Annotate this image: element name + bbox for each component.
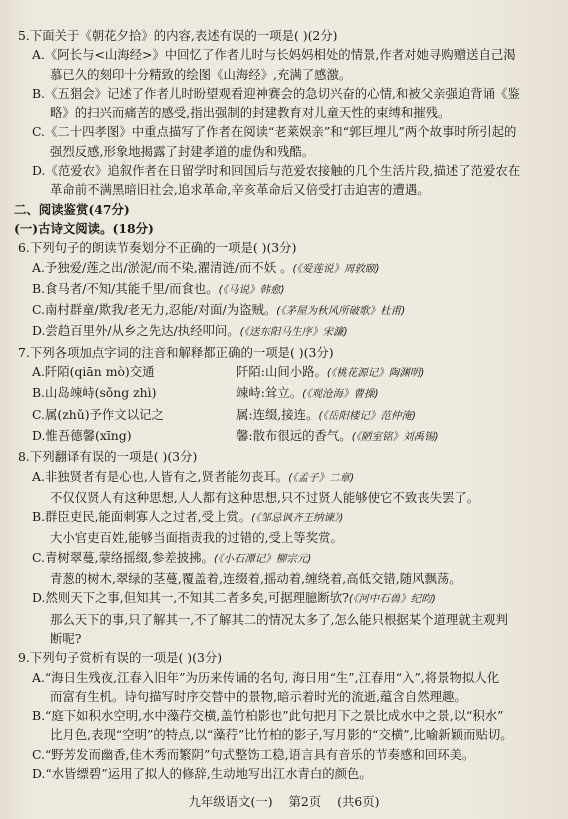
q7-option-c-word: C.属(zhǔ)予作文以记之 <box>32 406 164 422</box>
section-heading: 二、阅读鉴赏(47分) <box>14 201 130 217</box>
q5-stem: 5.下面关于《朝花夕拾》的内容,表述有误的一项是( )(2分) <box>18 28 338 43</box>
q6-option-d-text: D.尝趋百里外/从乡之先达/执经叩问。 <box>32 323 240 339</box>
q7-option-c-source: (《岳阳楼记》范仲淹) <box>318 409 416 422</box>
q5-option-d: D.《范爱农》追叙作者在日留学时和回国后与范爱农接触的几个生活片段,描述了范爱农在 <box>32 163 521 179</box>
q7-option-a-source: (《桃花源记》陶渊明) <box>326 367 425 380</box>
q7-option-c-gloss: 属:连缀,接连。 <box>236 406 319 422</box>
q8-option-a-translation: 不仅仅贤人有这种思想,人人都有这种思想,只不过贤人能够使它不致丧失罢了。 <box>50 489 480 505</box>
q6-option-b <box>14 279 558 300</box>
q5-option-a: A.《阿长与<山海经>》中回忆了作者儿时与长妈妈相处的情景,作者对她寻购赠送自己渴 <box>32 47 516 63</box>
q9-option-c: C.“野芳发而幽香,佳木秀而繁阴”句式整饬工稳,语言具有音乐的节奏感和回环美。 <box>32 746 475 762</box>
q8-option-d-translation: 那么天下的事,只了解其一,不了解其二的情况太多了,怎么能只根据某个道理就主观判 <box>50 611 508 627</box>
q7-option-c <box>14 405 558 426</box>
q8-option-c <box>14 548 558 569</box>
q7-option-d-gloss: 馨:散布很远的香气。 <box>236 427 352 443</box>
q6-option-c-text: C.南村群童/欺我/老无力,忍能/对面/为盗贼。 <box>32 302 277 318</box>
q6-option-b-source: (《马说》韩愈) <box>218 283 285 296</box>
page-footer <box>0 792 568 810</box>
q5-option-c: C.《二十四孝图》中重点描写了作者在阅读“老莱娱亲”和“郭巨埋儿”两个故事时所引起的 <box>32 124 517 140</box>
q9-option-b: B.“庭下如积水空明,水中藻荇交横,盖竹柏影也”此句把月下之景比成水中之景,以“积水” <box>32 708 504 724</box>
q7-option-b-gloss: 竦峙:耸立。 <box>236 385 303 401</box>
q7-option-d-word: D.惟吾德馨(xīng) <box>32 427 132 443</box>
q8-stem: 8.下列翻译有误的一项是( )(3分) <box>18 449 198 465</box>
exam-content <box>14 26 558 783</box>
q6-option-b-text: B.食马者/不知/其能千里/而食也。 <box>32 280 219 296</box>
q8-option-b-source: (《邹忌讽齐王纳谏》) <box>251 512 344 525</box>
q5-option-c-cont: 强烈反感,形象地揭露了封建孝道的虚伪和残酷。 <box>50 143 315 159</box>
q8-option-c-text: C.青树翠蔓,蒙络摇缀,参差披拂。 <box>32 549 214 565</box>
q6-option-a-text: A.予独爱/莲之出/淤泥/而不染,濯清涟/而不妖 。 <box>32 259 293 275</box>
q6-option-a-source: (《爱莲说》周敦颐) <box>292 262 380 275</box>
q7-option-d-source: (《陋室铭》刘禹锡) <box>351 430 439 443</box>
q5-option-b: B.《五猖会》记述了作者儿时盼望观看迎神赛会的急切兴奋的心情,和被父亲强迫背诵《鉴 <box>32 85 520 101</box>
q7-option-d <box>14 426 558 447</box>
q8-option-d-text: D.然则天下之事,但知其一,不知其二者多矣,可据理臆断欤? <box>32 590 349 606</box>
q9-option-b-cont: 比月色,表现“空明”的特点,以“藻荇”比竹柏的影子,写月影的“交横”,比喻新颖而贴切。 <box>50 727 513 743</box>
q8-option-c-translation: 青葱的树木,翠绿的茎蔓,覆盖着,连缀着,摇动着,缠绕着,高低交错,随风飘荡。 <box>50 571 462 587</box>
q6-option-a <box>14 258 558 279</box>
q6-option-c <box>14 300 558 321</box>
q6-option-d <box>14 321 558 342</box>
q5-option-a-cont: 慕已久的刻印十分精致的绘图《山海经》,充满了感激。 <box>50 66 352 82</box>
q7-option-b-source: (《观沧海》曹操) <box>302 388 379 401</box>
footer-subject: 九年级语文(一) <box>188 794 273 809</box>
q5-option-d-cont: 革命前不满黑暗旧社会,追求革命,辛亥革命后又倍受打击迫害的遭遇。 <box>50 182 430 198</box>
q7-option-a-gloss: 阡陌:山间小路。 <box>236 364 327 380</box>
footer-page-number: 第2页 <box>288 794 322 809</box>
q6-stem: 6.下列句子的朗读节奏划分不正确的一项是( )(3分) <box>18 240 297 256</box>
q7-option-a-word: A.阡陌(qiān mò)交通 <box>32 364 155 380</box>
q8-option-d-source: (《河中石兽》纪昀) <box>348 593 436 606</box>
q6-option-c-source: (《茅屋为秋风所破歌》杜甫) <box>276 305 406 318</box>
footer-total-pages: (共6页) <box>337 794 380 809</box>
q5-option-b-cont: 略》的扫兴而痛苦的感受,指出强制的封建教育对儿童天性的束缚和摧残。 <box>50 105 451 121</box>
q7-option-a <box>14 362 558 383</box>
q7-option-b-word: B.山岛竦峙(sǒng zhì) <box>32 385 157 401</box>
q9-option-a: A.“海日生残夜,江春入旧年”为历来传诵的名句, 海日用“生”,江春用“入”,将景物拟人化 <box>32 669 500 685</box>
q6-option-d-source: (《送东阳马生序》宋濂) <box>239 326 348 339</box>
q8-option-b <box>14 507 558 528</box>
q8-option-a-source: (《孟子》二章) <box>288 471 355 484</box>
q9-stem: 9.下列句子赏析有误的一项是( )(3分) <box>18 650 223 666</box>
q8-option-c-source: (《小石潭记》柳宗元) <box>213 552 312 565</box>
q8-option-b-translation: 大小官吏百姓,能够当面指责我的过错的,受上等奖赏。 <box>50 530 343 546</box>
q8-option-a <box>14 467 558 488</box>
q8-option-d-translation-cont: 断呢? <box>50 630 82 646</box>
q9-option-d: D.“水皆缥碧”运用了拟人的修辞,生动地写出江水青白的颜色。 <box>32 765 372 781</box>
q7-stem: 7.下列各项加点字词的注音和解释都正确的一项是( )(3分) <box>18 344 334 360</box>
q8-option-d <box>14 588 558 609</box>
subsection-heading: (一)古诗文阅读。(18分) <box>14 220 154 236</box>
q7-option-b <box>14 383 558 404</box>
q8-option-b-text: B.群臣吏民,能面刺寡人之过者,受上赏。 <box>32 509 252 525</box>
q8-option-a-text: A.非独贤者有是心也,人皆有之,贤者能勿丧耳。 <box>32 468 289 484</box>
q9-option-a-cont: 而富有生机。诗句描写时序交替中的景物,暗示着时光的流逝,蕴含自然理趣。 <box>50 688 467 704</box>
